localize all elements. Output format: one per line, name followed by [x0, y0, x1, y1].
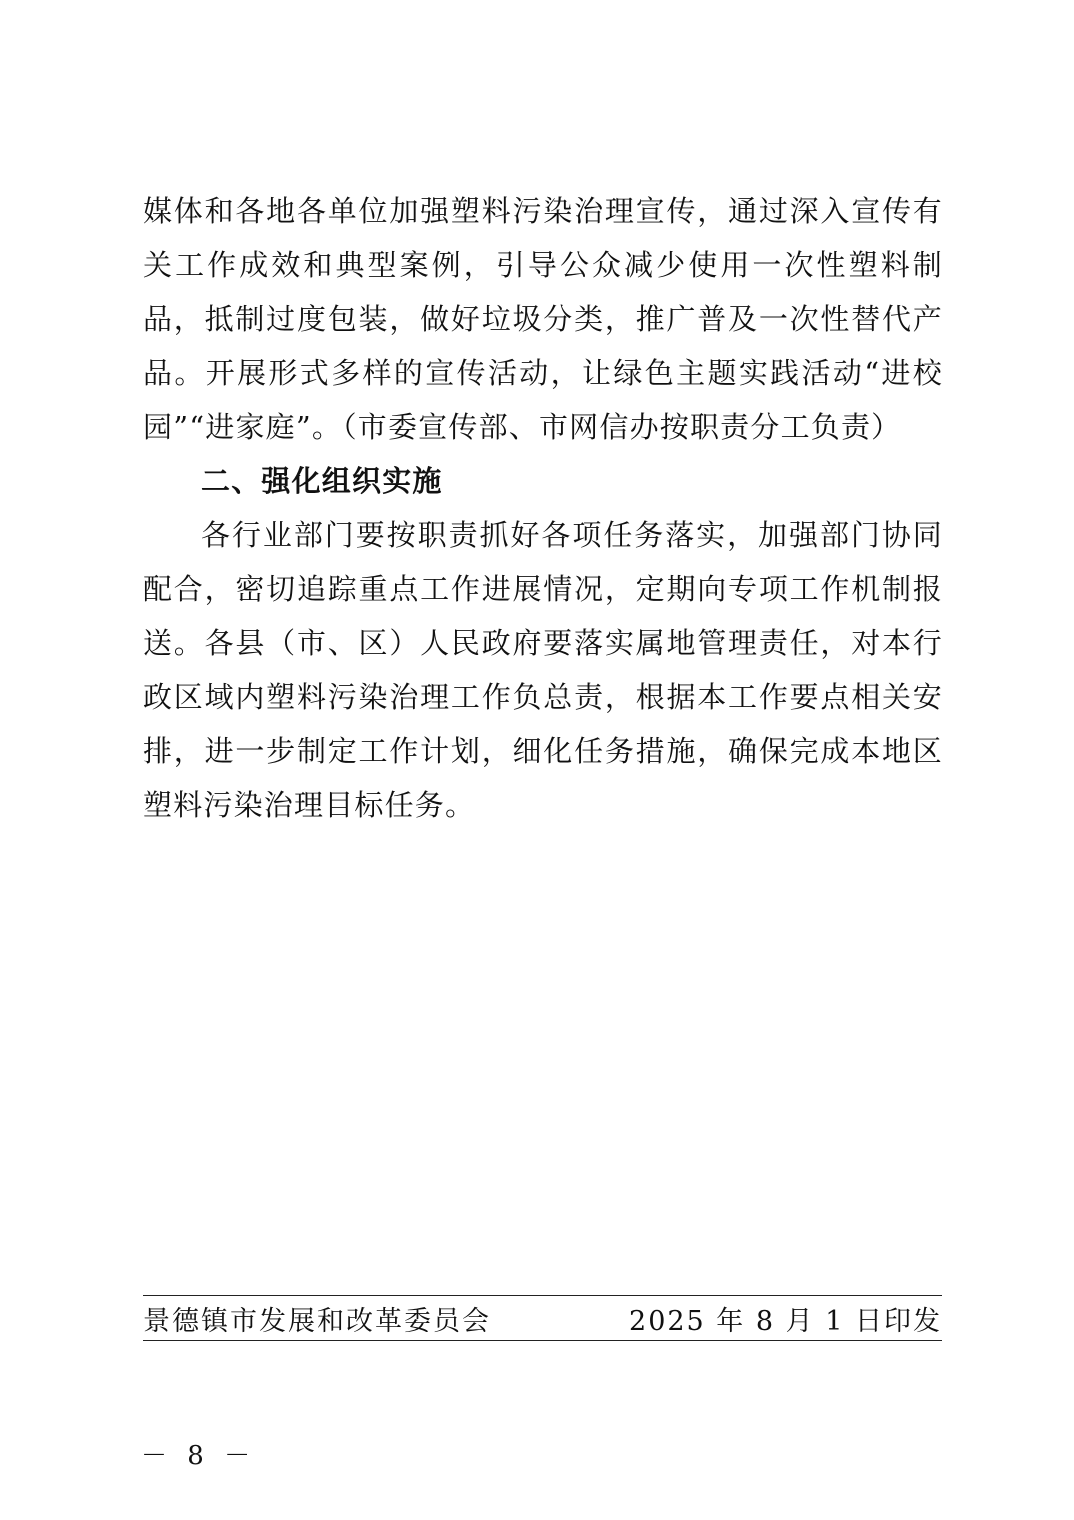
- body-paragraph-continued: 媒体和各地各单位加强塑料污染治理宣传，通过深入宣传有关工作成效和典型案例，引导公众减少使用一次性塑料制品，抵制过度包装，做好垃圾分类，推广普及一次性替代产品。开展形式多样的宣传活动，让绿色主题实践活动“进校园”“进家庭”。（市委宣传部、市网信办按职责分工负责）: [143, 194, 943, 444]
- footer-rule-bottom: [143, 1340, 942, 1341]
- document-body: [143, 184, 943, 832]
- issuer-name: 景德镇市发展和改革委员会: [143, 1306, 491, 1337]
- print-footer: [143, 1302, 942, 1342]
- body-paragraph-implementation: 各行业部门要按职责抓好各项任务落实，加强部门协同配合，密切追踪重点工作进展情况，定期向专项工作机制报送。各县（市、区）人民政府要落实属地管理责任，对本行政区域内塑料污染治理工作负总责，根据本工作要点相关安排，进一步制定工作计划，细化任务措施，确保完成本地区塑料污染治理目标任务。: [143, 518, 943, 822]
- section-heading: 二、强化组织实施: [201, 464, 443, 498]
- page-number: － 8 －: [141, 1441, 257, 1471]
- issue-date: 2025 年 8 月 1 日印发: [629, 1306, 942, 1337]
- footer-rule-top: [143, 1295, 942, 1296]
